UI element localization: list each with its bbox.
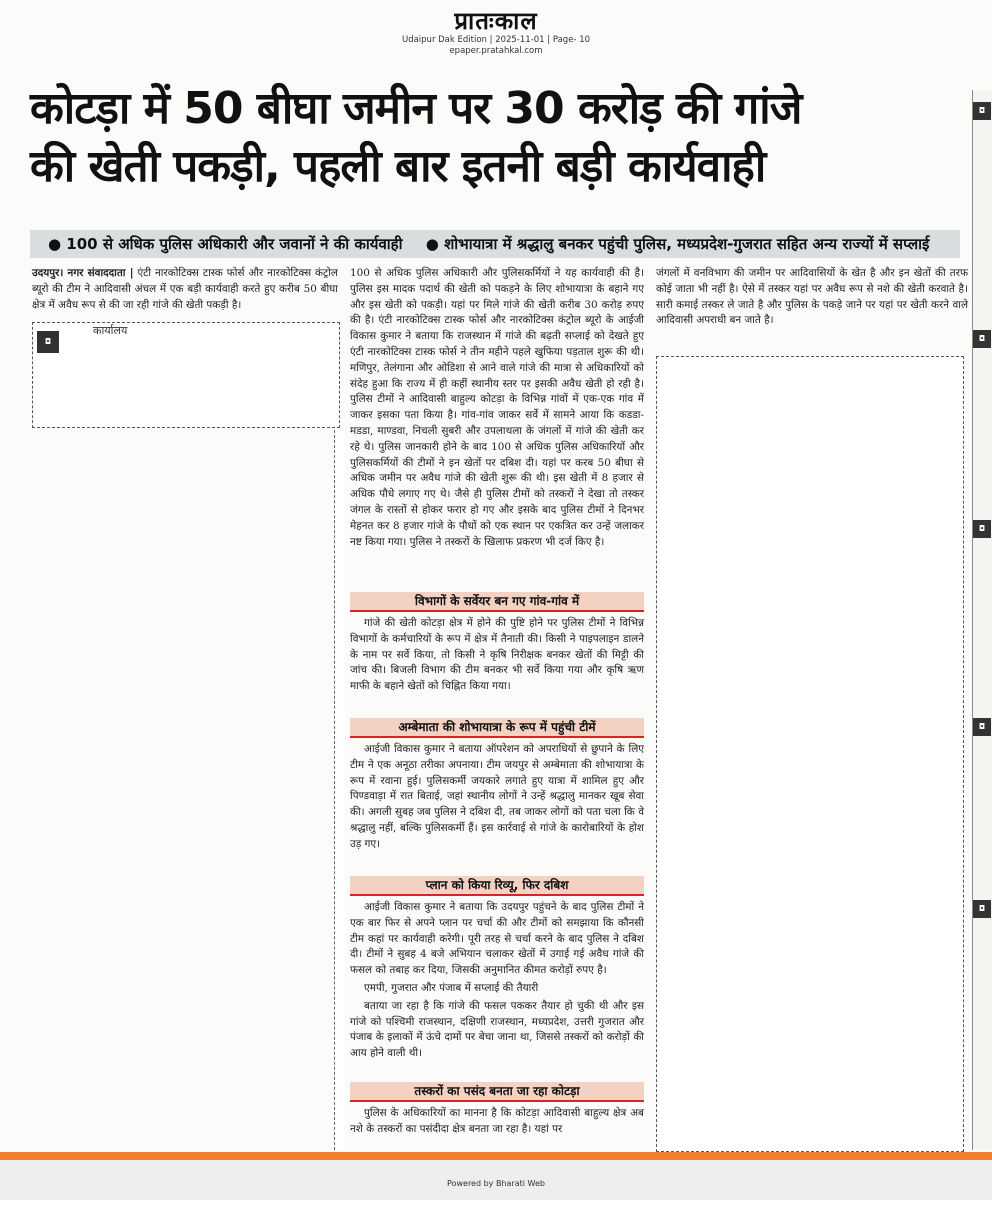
subheadline-bullet-2: ● शोभायात्रा में श्रद्धालु बनकर पहुंची पुलिस, मध्यप्रदेश-गुजरात सहित अन्य राज्यों में सप्लाई (425, 235, 930, 253)
edition-info (346, 35, 646, 57)
paragraph-5: एमपी, गुजरात और पंजाब में सप्लाई की तैयारी (364, 981, 539, 994)
paragraph-1: 100 से अधिक पुलिस अधिकारी और पुलिसकर्मियों ने यह कार्यवाही की है। पुलिस इस मादक पदार्थ की खेती को पकड़ने के लिए शोभायात्रा के बहाने गए और इस खेती को पकड़ी। यहां पर मिले गांजे की खेती करीब 30 करोड़ रुपए की है। एंटी नारकोटिक्स टास्क फोर्स और नारकोटिक्स कंट्रोल ब्यूरो के आईजी विकास कुमार ने बताया कि राजस्थान में गांजे की बढ़ती सप्लाई को देखते हुए एंटी नारकोटिक्स टास्क फोर्स ने तीन महीने पहले खुफिया पड़ताल शुरू की थी। मणिपुर, तेलंगाना और ओडिशा से आने वाले गांजे की मात्रा से अधिकारियों को संदेह हुआ कि राज्य में ही कहीं स्थानीय स्तर पर इसकी अवैध खेती हो रही है। पुलिस टीमों ने आदिवासी बाहुल्य कोटड़ा के विभिन्न गांवों में एक-एक गांव में जाकर इसका पता किया है। गांव-गांव जाकर सर्वे में सामने आया कि कडडा-मडडा, माण्डवा, निचली सुबरी और उपलाथला के जंगलों में गांजे की खेती कर रहे थे। पुलिस जानकारी होने के बाद 100 से अधिक पुलिस अधिकारियों और पुलिसकर्मियों की टीमों ने इन खेतों पर दबिश दी। यहां पर करब 50 बीघा से अधिक जमीन पर अवैध गांजे की खेती शुरू की थी। इस खेती में 8 हजार से अधिक पौधे लगाए गए थे। जैसे ही पुलिस टीमों को तस्करों ने देखा तो तस्कर जंगल के रास्तों से होकर फरार हो गए और इसके बाद पुलिस टीमों ने दिनभर मेहनत कर 8 हजार गांजे के पौधों को एक स्थान पर एकत्रित कर उन्हें जलाकर नष्ट किया गया। पुलिस ने तस्करों के खिलाफ प्रकरण भी दर्ज किए है। (350, 267, 644, 548)
headline-line-1: कोटड़ा में 50 बीघा जमीन पर 30 करोड़ की गांजे (30, 83, 802, 134)
paragraph-7: पुलिस के अधिकारियों का मानना है कि कोटड़ा आदिवासी बाहुल्य क्षेत्र अब नशे के तस्करों का पसंदीदा क्षेत्र बनता जा रहा है। यहां पर (350, 1107, 644, 1135)
dateline: उदयपुर। नगर संवाददाता | (32, 267, 134, 279)
subheading-2: अम्बेमाता की शोभायात्रा के रूप में पहुंची टीमें (350, 718, 644, 738)
paragraph-4: आईजी विकास कुमार ने बताया कि उदयपुर पहुंचने के बाद पुलिस टीमों ने एक बार फिर से अपने प्लान पर चर्चा की और टीमों को समझाया कि कौनसी टीम कहां पर कार्यवाही करेगी। पूरी तरह से चर्चा करने के बाद पुलिस ने दबिश दी। टीमों ने सुबह 4 बजे अभियान चलाकर खेतों में उगाई गई अवैध गांजे की फसल को तबाह कर दिया, जिसकी अनुमानित कीमत करोड़ों रुपए है। (350, 901, 644, 977)
ad-label: कार्यालय (93, 324, 128, 337)
subheadline-bullet-1: ● 100 से अधिक पुलिस अधिकारी और जवानों ने की कार्यवाही (48, 235, 403, 253)
emblem-icon: ◘ (973, 102, 991, 120)
edition-line: Udaipur Dak Edition | 2025-11-01 | Page- 10 (401, 35, 591, 45)
subheading-3: प्लान को किया रिव्यू, फिर दबिश (350, 876, 644, 896)
emblem-icon: ◘ (37, 331, 59, 353)
emblem-icon: ◘ (973, 718, 991, 736)
column-divider (334, 430, 345, 1150)
column-3-text: जंगलों में वनविभाग की जमीन पर आदिवासियों के खेत है और इन खेतों की तरफ कोई जाता भी नहीं है। ऐसे में तस्कर यहां पर अवैध रूप से नशे की खेती करवाते है। सारी कमाई तस्कर ले जाते है और पुलिस के पकड़े जाने पर यहां पर खेती करने वाले आदिवासी अपराधी बन जाते है। (656, 267, 968, 327)
advertisement-box-2 (656, 356, 964, 1152)
emblem-icon: ◘ (973, 330, 991, 348)
article-column-2 (350, 266, 644, 552)
adjacent-page-strip (972, 90, 992, 1150)
article-section-4 (350, 900, 644, 1064)
paragraph-2: गांजे की खेती कोटड़ा क्षेत्र में होने की पुष्टि होने पर पुलिस टीमों ने विभिन्न विभागों के कर्मचारियों के रूप में क्षेत्र में तैनाती की। किसी ने पाइपलाइन डालने के नाम पर सर्वे किया, तो किसी ने कृषि निरीक्षक बनकर खेतों की मिट्टी की जांच की। बिजली विभाग की टीम बनकर भी सर्वे किया गया और कृषि ऋण माफी के बहाने खेतों को चिह्नित किया गया। (350, 617, 644, 693)
emblem-icon: ◘ (973, 520, 991, 538)
intro-text: एंटी नारकोटिक्स टास्क फोर्स और नारकोटिक्स कंट्रोल ब्यूरो की टीम ने आदिवासी अंचल में एक बड़ी कार्यवाही करते हुए करीब 50 बीघा क्षेत्र में अवैध रूप से की जा रही गांजे की खेती पकड़ी है। (32, 267, 338, 311)
paragraph-3: आईजी विकास कुमार ने बताया ऑपरेशन को अपराधियों से छुपाने के लिए टीम ने एक अनूठा तरीका अपनाया। टीम जयपुर से अम्बेमाता की शोभायात्रा के रूप में रवाना हुई। पुलिसकर्मी जयकारे लगाते हुए यात्रा में शामिल हुए और पिण्डवाड़ा में रात बिताई, जहां स्थानीय लोगों ने उन्हें श्रद्धालु मानकर खूब सेवा की। अगली सुबह जब पुलिस ने दबिश दी, तब जाकर लोगों को पता चला कि वे श्रद्धालु नहीं, बल्कि पुलिसकर्मी हैं। इस कार्रवाई से गांजे के कारोबारियों के होश उड़ गए। (350, 743, 644, 850)
headline-line-2: की खेती पकड़ी, पहली बार इतनी बड़ी कार्यवाही (30, 141, 766, 192)
article-section-2 (350, 616, 644, 697)
subheading-4: तस्करों का पसंद बनता जा रहा कोटड़ा (350, 1082, 644, 1102)
article-section-3 (350, 742, 644, 855)
bottom-accent-bar (0, 1152, 992, 1160)
emblem-icon: ◘ (973, 900, 991, 918)
article-column-3 (656, 266, 968, 331)
footer[interactable]: Powered by Bharati Web (0, 1160, 992, 1200)
headline (30, 80, 980, 196)
site-link[interactable]: epaper.pratahkal.com (449, 46, 543, 56)
article-section-5 (350, 1106, 644, 1140)
paragraph-6: बताया जा रहा है कि गांजे की फसल पककर तैयार हो चुकी थी और इस गांजे को पश्चिमी राजस्थान, दक्षिणी राजस्थान, मध्यप्रदेश, उत्तरी गुजरात और पंजाब के इलाकों में ऊंचे दामों पर बेचा जाना था, जिससे तस्करों को करोड़ों की आय होने वाली थी। (350, 999, 644, 1060)
advertisement-box-1 (32, 322, 340, 428)
newspaper-logo[interactable]: प्रातःकाल (454, 6, 538, 35)
subheadline-bar (30, 230, 960, 258)
subheading-1: विभागों के सर्वेयर बन गए गांव-गांव में (350, 592, 644, 612)
masthead (0, 0, 992, 56)
article-intro (32, 266, 338, 313)
article-column-1 (32, 266, 338, 315)
